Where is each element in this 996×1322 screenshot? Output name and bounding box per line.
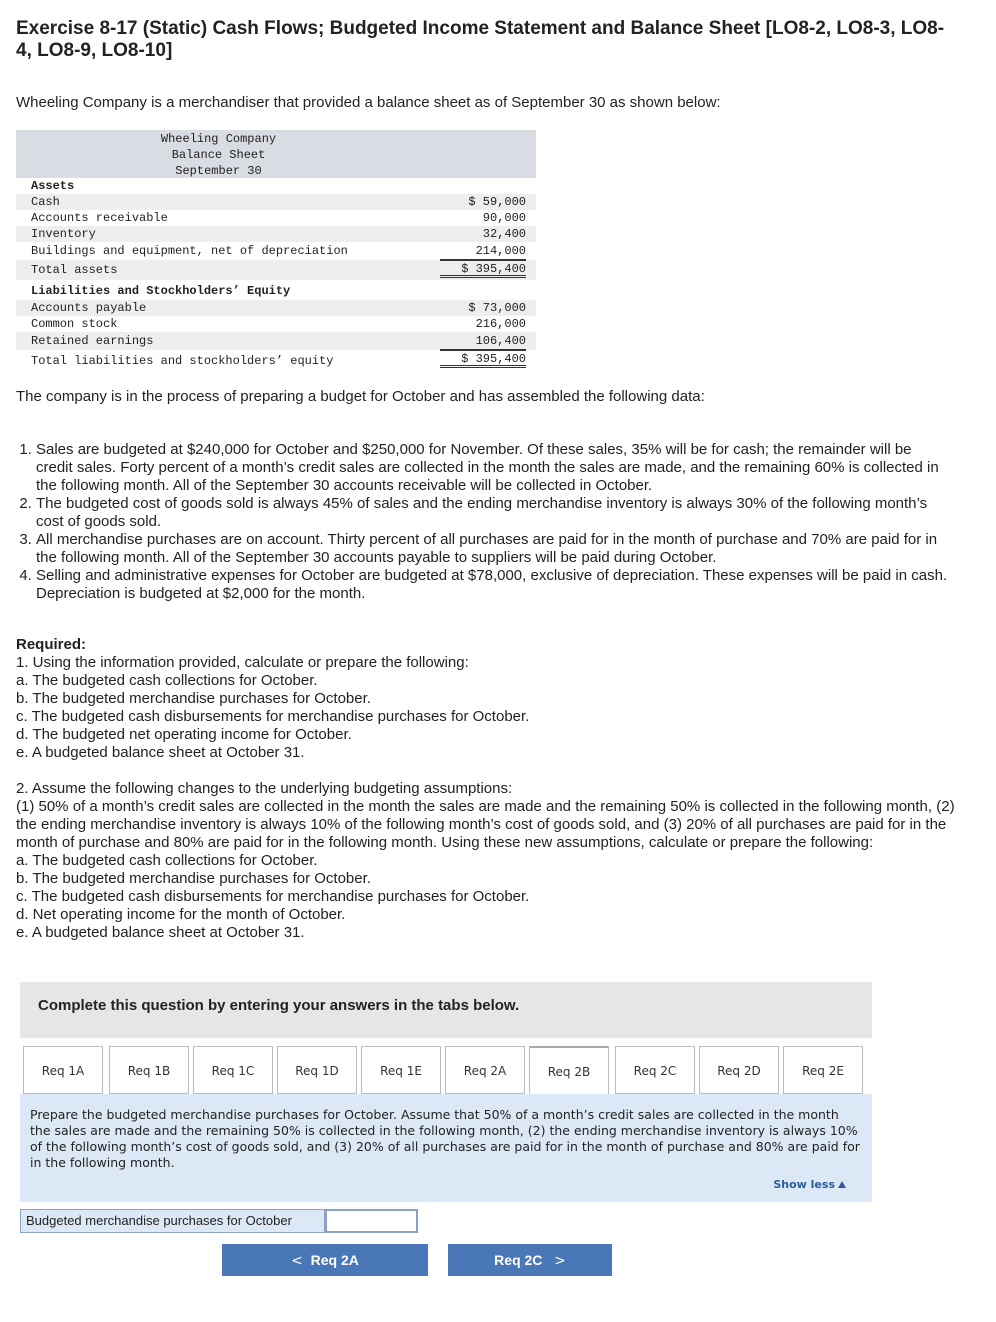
purchases-input[interactable] (325, 1209, 418, 1233)
process-text: The company is in the process of preparing a budget for October and has assembled the following data: (16, 388, 705, 405)
list-item: 3. All merchandise purchases are on account. Thirty percent of all purchases are paid for in the month of purchase and 70% are paid for in the following month. All of the September 30 accounts payable to suppliers will be paid during October. (36, 531, 952, 567)
total-assets-label: Total assets (31, 263, 118, 277)
prev-req-button[interactable] (222, 1244, 428, 1276)
statement-name: Balance Sheet (171, 148, 266, 162)
total-le-value: $ 395,400 (440, 350, 526, 368)
total-assets-row (16, 260, 536, 280)
liabilities-header: Liabilities and Stockholders’ Equity (31, 284, 291, 298)
list-item: b. The budgeted merchandise purchases for October. (16, 690, 371, 707)
chevron-left-icon: < (291, 1253, 303, 1269)
required-part2 (16, 780, 956, 942)
tab-req-1b[interactable]: Req 1B (109, 1046, 189, 1094)
chevron-right-icon: > (554, 1253, 566, 1269)
list-item: a. The budgeted cash collections for October. (16, 852, 318, 869)
assumptions-list (16, 441, 952, 603)
cs-row (16, 316, 536, 332)
re-label: Retained earnings (31, 334, 154, 348)
total-le-label: Total liabilities and stockholders’ equity (31, 354, 334, 368)
list-item: c. The budgeted cash disbursements for merchandise purchases for October. (16, 708, 530, 725)
required-part1 (16, 636, 956, 762)
ar-label: Accounts receivable (31, 211, 168, 225)
tab-req-1e[interactable]: Req 1E (361, 1046, 441, 1094)
cash-value: $ 59,000 (468, 195, 526, 209)
tab-req-2a[interactable]: Req 2A (445, 1046, 525, 1094)
answer-label: Budgeted merchandise purchases for October (20, 1209, 325, 1233)
statement-date: September 30 (175, 164, 262, 178)
buildings-value: 214,000 (440, 242, 526, 260)
tab-req-2e[interactable]: Req 2E (783, 1046, 863, 1094)
triangle-up-icon (838, 1181, 846, 1188)
tab-req-1c[interactable]: Req 1C (193, 1046, 273, 1094)
intro-text: Wheeling Company is a merchandiser that provided a balance sheet as of September 30 as shown below: (16, 94, 721, 111)
inventory-value: 32,400 (482, 227, 526, 241)
list-item: b. The budgeted merchandise purchases for October. (16, 870, 371, 887)
total-assets-value: $ 395,400 (440, 260, 526, 278)
list-item: e. A budgeted balance sheet at October 31. (16, 924, 305, 941)
buildings-row (16, 242, 536, 260)
ar-row (16, 210, 536, 226)
company-name: Wheeling Company (160, 132, 277, 146)
re-row (16, 332, 536, 350)
tab-req-2c[interactable]: Req 2C (615, 1046, 695, 1094)
tab-req-2d[interactable]: Req 2D (699, 1046, 779, 1094)
balance-sheet (16, 130, 536, 372)
inventory-row (16, 226, 536, 242)
tab-req-1a[interactable]: Req 1A (23, 1046, 103, 1094)
list-item: 1. Sales are budgeted at $240,000 for October and $250,000 for November. Of these sales, 35% will be for cash; the remainder will be credit sales. Forty percent of a month’s credit sales are collected in the month the sales are made, and the remaining 60% is collected in the following month. All of the September 30 accounts receivable will be collected in October. (36, 441, 952, 495)
balance-sheet-header (16, 130, 536, 178)
tab-req-1d[interactable]: Req 1D (277, 1046, 357, 1094)
show-less-link[interactable]: Show less (773, 1177, 846, 1193)
part1-intro: 1. Using the information provided, calculate or prepare the following: (16, 654, 469, 671)
next-button-label: Req 2C (494, 1252, 543, 1268)
req-tabs (23, 1046, 869, 1094)
list-item: e. A budgeted balance sheet at October 31. (16, 744, 305, 761)
total-le-row (16, 350, 536, 372)
cs-value: 216,000 (475, 317, 526, 331)
list-item: a. The budgeted cash collections for October. (16, 672, 318, 689)
required-heading: Required: (16, 636, 87, 653)
ap-value: $ 73,000 (468, 301, 526, 315)
next-req-button[interactable] (448, 1244, 612, 1276)
list-item: d. The budgeted net operating income for October. (16, 726, 352, 743)
inventory-label: Inventory (31, 227, 96, 241)
ap-row (16, 300, 536, 316)
re-value: 106,400 (440, 332, 526, 350)
ar-value: 90,000 (482, 211, 526, 225)
complete-instructions: Complete this question by entering your answers in the tabs below. (20, 982, 872, 1038)
part2-text: (1) 50% of a month’s credit sales are collected in the month the sales are made and the remaining 50% is collected in the following month, (2) the ending merchandise inventory is always 10% of the following month’s cost of goods sold, and (3) 20% of all purchases are paid for in the month of purchase and 80% are paid for in the following month. Using these new assumptions, calculate or prepare the following: (16, 798, 955, 851)
cash-label: Cash (31, 195, 60, 209)
assets-header: Assets (31, 179, 75, 193)
panel-instructions: Prepare the budgeted merchandise purchases for October. Assume that 50% of a month’s credit sales are collected in the month the sales are made and the remaining 50% is collected in the following month, (2) the ending merchandise inventory is always 10% of the following month’s cost of goods sold, and (3) 20% of all purchases are paid for in the month of purchase and 80% are paid for in the following month. (30, 1107, 860, 1170)
list-item: 4. Selling and administrative expenses for October are budgeted at $78,000, exclusive of depreciation. These expenses will be paid in cash. Depreciation is budgeted at $2,000 for the month. (36, 567, 952, 603)
tab-panel (20, 1094, 872, 1202)
tab-req-2b[interactable]: Req 2B (529, 1046, 609, 1096)
page-title: Exercise 8-17 (Static) Cash Flows; Budgeted Income Statement and Balance Sheet [LO8-2, LO8-3, LO8-4, LO8-9, LO8-10] (16, 18, 945, 61)
prev-button-label: Req 2A (310, 1252, 359, 1268)
cs-label: Common stock (31, 317, 118, 331)
buildings-label: Buildings and equipment, net of depreciation (31, 244, 348, 258)
list-item: d. Net operating income for the month of October. (16, 906, 346, 923)
cash-row (16, 194, 536, 210)
list-item: c. The budgeted cash disbursements for merchandise purchases for October. (16, 888, 530, 905)
list-item: 2. The budgeted cost of goods sold is always 45% of sales and the ending merchandise inventory is always 30% of the following month’s cost of goods sold. (36, 495, 952, 531)
part2-intro: 2. Assume the following changes to the underlying budgeting assumptions: (16, 780, 513, 797)
ap-label: Accounts payable (31, 301, 147, 315)
